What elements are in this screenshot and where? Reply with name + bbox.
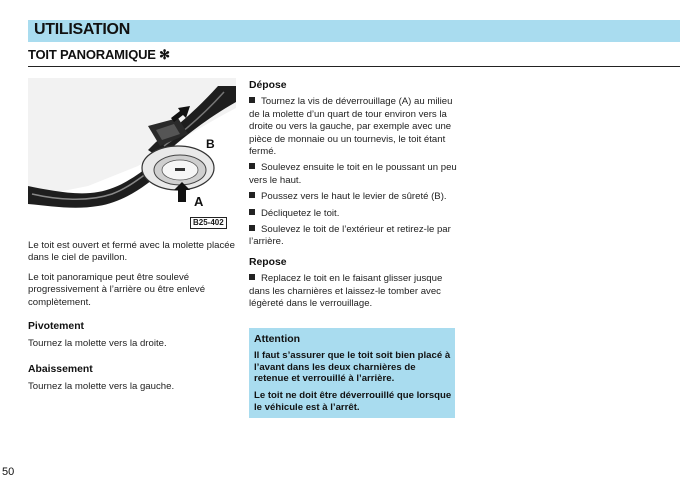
attention-text-1: Il faut s’assurer que le toit soit bien placé à l’avant dans les deux charnières de retenue et verrouillé à l’arrière. <box>254 350 451 385</box>
title-rule <box>28 66 680 67</box>
depose-step-1: Tournez la vis de déverrouillage (A) au milieu de la molette d’un quart de tour environ vers la droite ou vers la gauche, par exemple avec une pièce de monnaie ou un tournevis, le toit étant fermé. <box>249 96 457 158</box>
attention-heading: Attention <box>254 333 301 345</box>
header-title: UTILISATION <box>34 21 130 38</box>
right-column <box>249 80 457 311</box>
section-title: TOIT PANORAMIQUE ✻ <box>28 47 170 62</box>
depose-step-3: Poussez vers le haut le levier de sûreté (B). <box>249 191 457 203</box>
repose-step-1: Replacez le toit en le faisant glisser jusque dans les charnières et laissez-le tomber avec légèreté dans le verrouillage. <box>249 273 457 310</box>
depose-heading: Dépose <box>249 80 287 91</box>
label-b: B <box>206 137 215 151</box>
pivotement-heading: Pivotement <box>28 321 85 333</box>
label-a: A <box>194 194 204 209</box>
attention-text-2: Le toit ne doit être déverrouillé que lorsque le véhicule est à l’arrêt. <box>254 390 452 413</box>
depose-step-5: Soulevez le toit de l’extérieur et retirez-le par l’arrière. <box>249 224 457 249</box>
attention-box <box>249 328 455 418</box>
page-number: 50 <box>2 466 15 478</box>
figure-reference: B25-402 <box>190 217 227 229</box>
depose-step-2: Soulevez ensuite le toit en le poussant un peu vers le haut. <box>249 162 457 186</box>
repose-heading: Repose <box>249 256 287 268</box>
abaissement-heading: Abaissement <box>28 363 93 375</box>
intro-paragraph-1: Le toit est ouvert et fermé avec la molette placée dans le ciel de pavillon. <box>28 240 235 264</box>
sunroof-illustration <box>28 78 236 230</box>
depose-step-4: Décliquetez le toit. <box>249 208 457 220</box>
pivotement-text: Tournez la molette vers la droite. <box>28 338 167 350</box>
abaissement-text: Tournez la molette vers la gauche. <box>28 381 175 393</box>
header-bar <box>28 20 680 42</box>
left-column <box>28 240 236 394</box>
intro-paragraph-2: Le toit panoramique peut être soulevé progressivement à l’arrière ou être enlevé complètement. <box>28 271 206 308</box>
